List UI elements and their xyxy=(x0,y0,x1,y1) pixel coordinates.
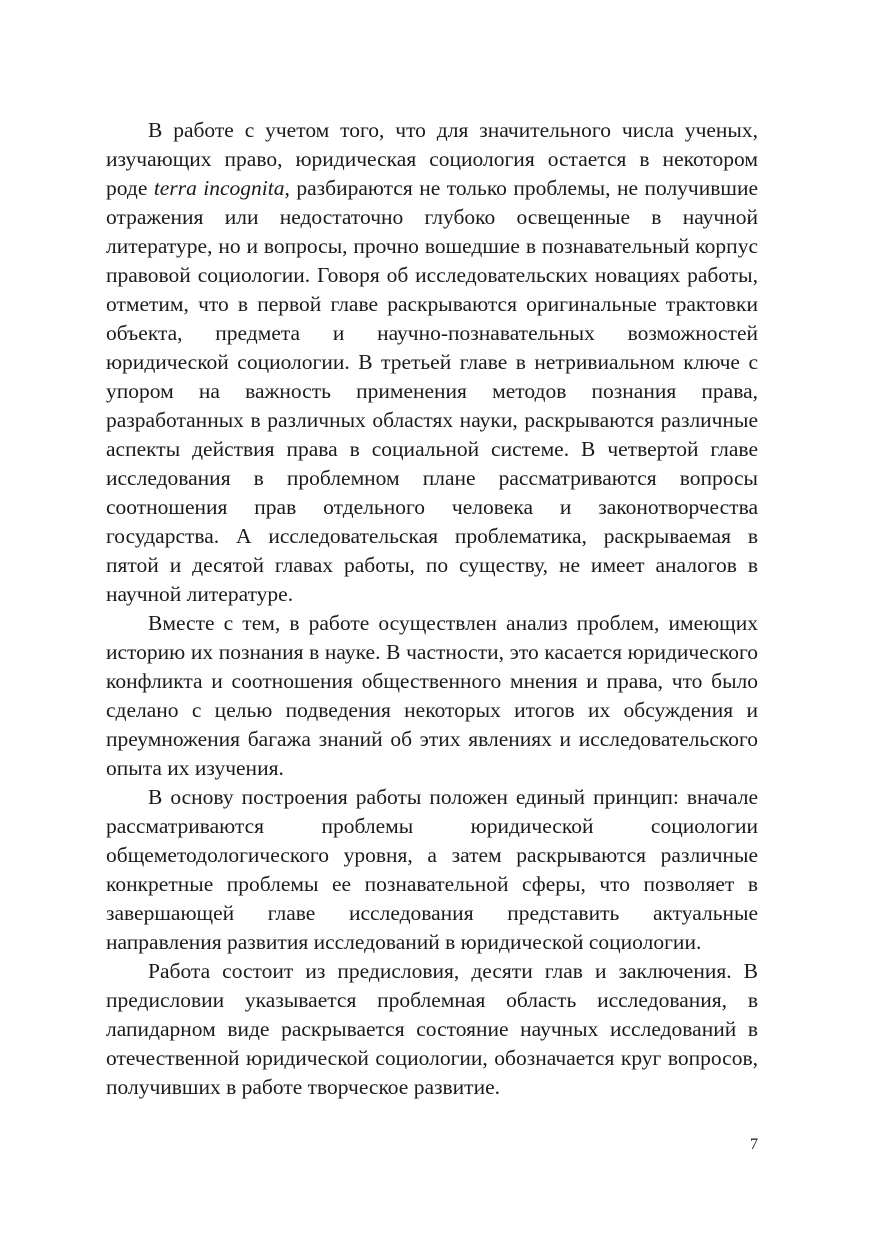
paragraph-3: В основу построения работы положен единый принцип: вначале рассматриваются проблемы юридической социологии общеметодологического уровня, а затем раскрываются различные конкретные проблемы ее познавательной сферы, что позволяет в завершающей главе исследования представить актуальные направления развития исследований в юридической социологии. xyxy=(106,785,758,954)
paragraph-1-rest: , разбираются не только проблемы, не получившие отражения или недостаточно глубоко освещенные в научной литературе, но и вопросы, прочно вошедшие в познавательный корпус правовой социологии. Говоря об исследовательских новациях работы, отметим, что в первой главе раскрываются оригинальные трактовки объекта, предмета и научно-познавательных возможностей юридической социологии. В третьей главе в нетривиальном ключе с упором на важность применения методов познания права, разработанных в различных областях науки, раскрываются различные аспекты действия права в социальной системе. В четвертой главе исследования в проблемном плане рассматриваются вопросы соотношения прав отдельного человека и законотворчества государства. А исследовательская проблематика, раскрываемая в пятой и десятой главах работы, по существу, не имеет аналогов в научной литературе. xyxy=(106,176,758,606)
paragraph-1-lead: В работе с учетом того, что для значительного числа ученых, изучающих право, юридическая социология остается в некотором роде xyxy=(106,118,758,200)
paragraph-4: Работа состоит из предисловия, десяти глав и заключения. В предисловии указывается проблемная область исследования, в лапидарном виде раскрывается состояние научных исследований в отечественной юридической социологии, обозначается круг вопросов, получивших в работе творческое развитие. xyxy=(106,959,758,1099)
body-text xyxy=(106,116,758,1102)
page-number: 7 xyxy=(750,1136,758,1153)
paragraph-1-italic-term: terra incognita xyxy=(153,176,285,200)
paragraph-1 xyxy=(106,116,758,609)
paragraph-2: Вместе с тем, в работе осуществлен анализ проблем, имеющих историю их познания в науке. В частности, это касается юридического конфликта и соотношения общественного мнения и права, что было сделано с целью подведения некоторых итогов их обсуждения и преумножения багажа знаний об этих явлениях и исследовательского опыта их изучения. xyxy=(106,611,758,780)
